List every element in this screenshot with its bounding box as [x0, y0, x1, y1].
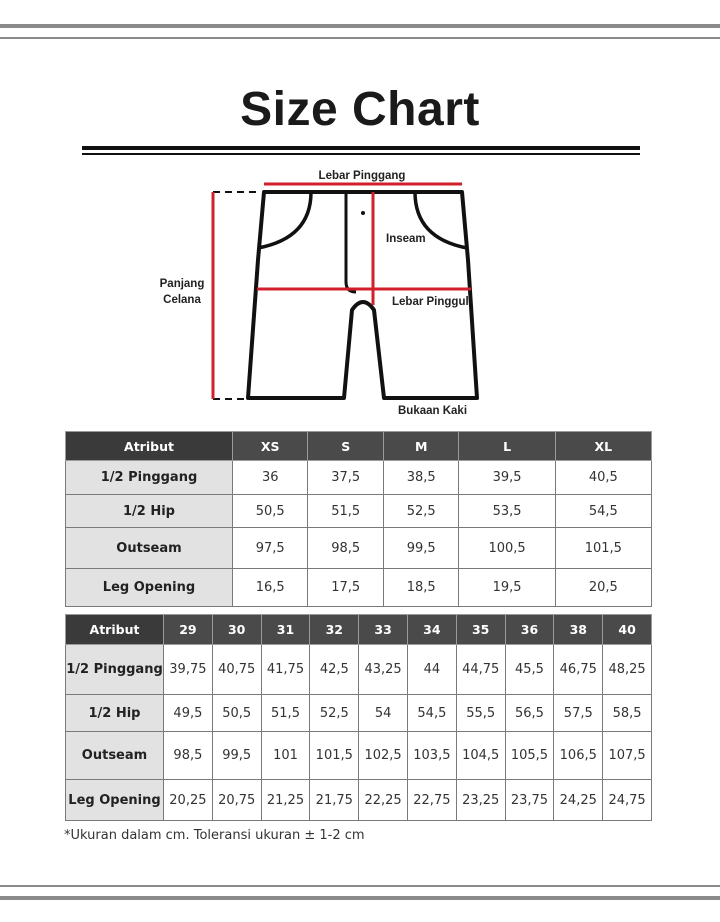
table-cell: 23,25	[456, 780, 505, 821]
table-cell: 23,75	[505, 780, 554, 821]
table-cell: 99,5	[383, 528, 458, 569]
table-cell: 51,5	[261, 695, 310, 732]
table-cell: 104,5	[456, 732, 505, 780]
table-cell: 21,75	[310, 780, 359, 821]
top-border-line	[0, 24, 720, 28]
table-row	[66, 695, 652, 732]
table-corner-label: Atribut	[66, 432, 233, 461]
table-cell: 54,5	[407, 695, 456, 732]
table-cell: 100,5	[459, 528, 555, 569]
table-cell: 55,5	[456, 695, 505, 732]
table-cell: 53,5	[459, 495, 555, 528]
table-cell: 52,5	[310, 695, 359, 732]
table-row	[66, 732, 652, 780]
row-label: Leg Opening	[66, 569, 233, 607]
table-cell: 17,5	[308, 569, 383, 607]
row-label: 1/2 Pinggang	[66, 645, 164, 695]
table-cell: 37,5	[308, 461, 383, 495]
table-cell: 36	[233, 461, 308, 495]
row-label: Outseam	[66, 528, 233, 569]
inseam-label: Inseam	[386, 233, 426, 245]
row-label: Outseam	[66, 732, 164, 780]
table-cell: 49,5	[164, 695, 213, 732]
table-cell: 46,75	[554, 645, 603, 695]
table-cell: 24,25	[554, 780, 603, 821]
size-header: 38	[554, 615, 603, 645]
bottom-border-line	[0, 896, 720, 900]
size-header: XL	[555, 432, 651, 461]
table-cell: 38,5	[383, 461, 458, 495]
size-header: 33	[359, 615, 408, 645]
table-cell: 44,75	[456, 645, 505, 695]
table-cell: 101,5	[555, 528, 651, 569]
length-label-line1: Panjang	[159, 278, 205, 290]
table-cell: 20,75	[212, 780, 261, 821]
table-cell: 99,5	[212, 732, 261, 780]
table-cell: 101,5	[310, 732, 359, 780]
table-cell: 24,75	[603, 780, 652, 821]
table-cell: 21,25	[261, 780, 310, 821]
row-label: 1/2 Hip	[66, 695, 164, 732]
table-row	[66, 645, 652, 695]
size-header: M	[383, 432, 458, 461]
table-header-row	[66, 615, 652, 645]
shorts-measurement-diagram	[0, 160, 720, 430]
table-row	[66, 461, 652, 495]
table-cell: 16,5	[233, 569, 308, 607]
table-row	[66, 569, 652, 607]
length-label-line2: Celana	[163, 294, 201, 306]
size-header: 40	[603, 615, 652, 645]
page-title: Size Chart	[240, 83, 480, 136]
waist-label: Lebar Pinggang	[318, 170, 406, 182]
table-cell: 40,75	[212, 645, 261, 695]
hip-label: Lebar Pinggul	[392, 296, 469, 308]
table-cell: 45,5	[505, 645, 554, 695]
table-cell: 98,5	[164, 732, 213, 780]
table-cell: 18,5	[383, 569, 458, 607]
leg-opening-label: Bukaan Kaki	[398, 405, 468, 417]
table-cell: 103,5	[407, 732, 456, 780]
table-row	[66, 528, 652, 569]
size-header: 29	[164, 615, 213, 645]
size-header: 34	[407, 615, 456, 645]
table-cell: 44	[407, 645, 456, 695]
table-cell: 40,5	[555, 461, 651, 495]
button-icon	[361, 211, 365, 215]
size-table-letter	[65, 431, 652, 607]
shorts-outline	[248, 192, 477, 398]
measurement-note: *Ukuran dalam cm. Toleransi ukuran ± 1-2 cm	[64, 828, 365, 843]
bottom-border-line-inner	[0, 885, 720, 887]
table-cell: 48,25	[603, 645, 652, 695]
table-cell: 106,5	[554, 732, 603, 780]
table-cell: 22,25	[359, 780, 408, 821]
table-cell: 98,5	[308, 528, 383, 569]
table-cell: 54,5	[555, 495, 651, 528]
table-cell: 43,25	[359, 645, 408, 695]
size-header: 35	[456, 615, 505, 645]
size-header: 31	[261, 615, 310, 645]
table-cell: 57,5	[554, 695, 603, 732]
title-underline-thick	[82, 146, 640, 150]
row-label: 1/2 Hip	[66, 495, 233, 528]
table-row	[66, 780, 652, 821]
title-underline-thin	[82, 153, 640, 155]
row-label: Leg Opening	[66, 780, 164, 821]
size-header: L	[459, 432, 555, 461]
table-row	[66, 495, 652, 528]
table-cell: 20,25	[164, 780, 213, 821]
table-cell: 102,5	[359, 732, 408, 780]
top-border-line-inner	[0, 37, 720, 39]
table-cell: 22,75	[407, 780, 456, 821]
size-header: S	[308, 432, 383, 461]
table-cell: 97,5	[233, 528, 308, 569]
table-corner-label: Atribut	[66, 615, 164, 645]
table-cell: 54	[359, 695, 408, 732]
table-cell: 107,5	[603, 732, 652, 780]
table-cell: 41,75	[261, 645, 310, 695]
size-header: 32	[310, 615, 359, 645]
size-header: 30	[212, 615, 261, 645]
size-header: 36	[505, 615, 554, 645]
table-cell: 58,5	[603, 695, 652, 732]
size-header: XS	[233, 432, 308, 461]
table-cell: 19,5	[459, 569, 555, 607]
size-table-numeric	[65, 614, 652, 821]
row-label: 1/2 Pinggang	[66, 461, 233, 495]
table-cell: 105,5	[505, 732, 554, 780]
table-cell: 39,75	[164, 645, 213, 695]
table-cell: 42,5	[310, 645, 359, 695]
table-cell: 39,5	[459, 461, 555, 495]
table-cell: 20,5	[555, 569, 651, 607]
table-cell: 56,5	[505, 695, 554, 732]
table-cell: 50,5	[212, 695, 261, 732]
table-cell: 50,5	[233, 495, 308, 528]
table-header-row	[66, 432, 652, 461]
table-cell: 51,5	[308, 495, 383, 528]
table-cell: 52,5	[383, 495, 458, 528]
table-cell: 101	[261, 732, 310, 780]
